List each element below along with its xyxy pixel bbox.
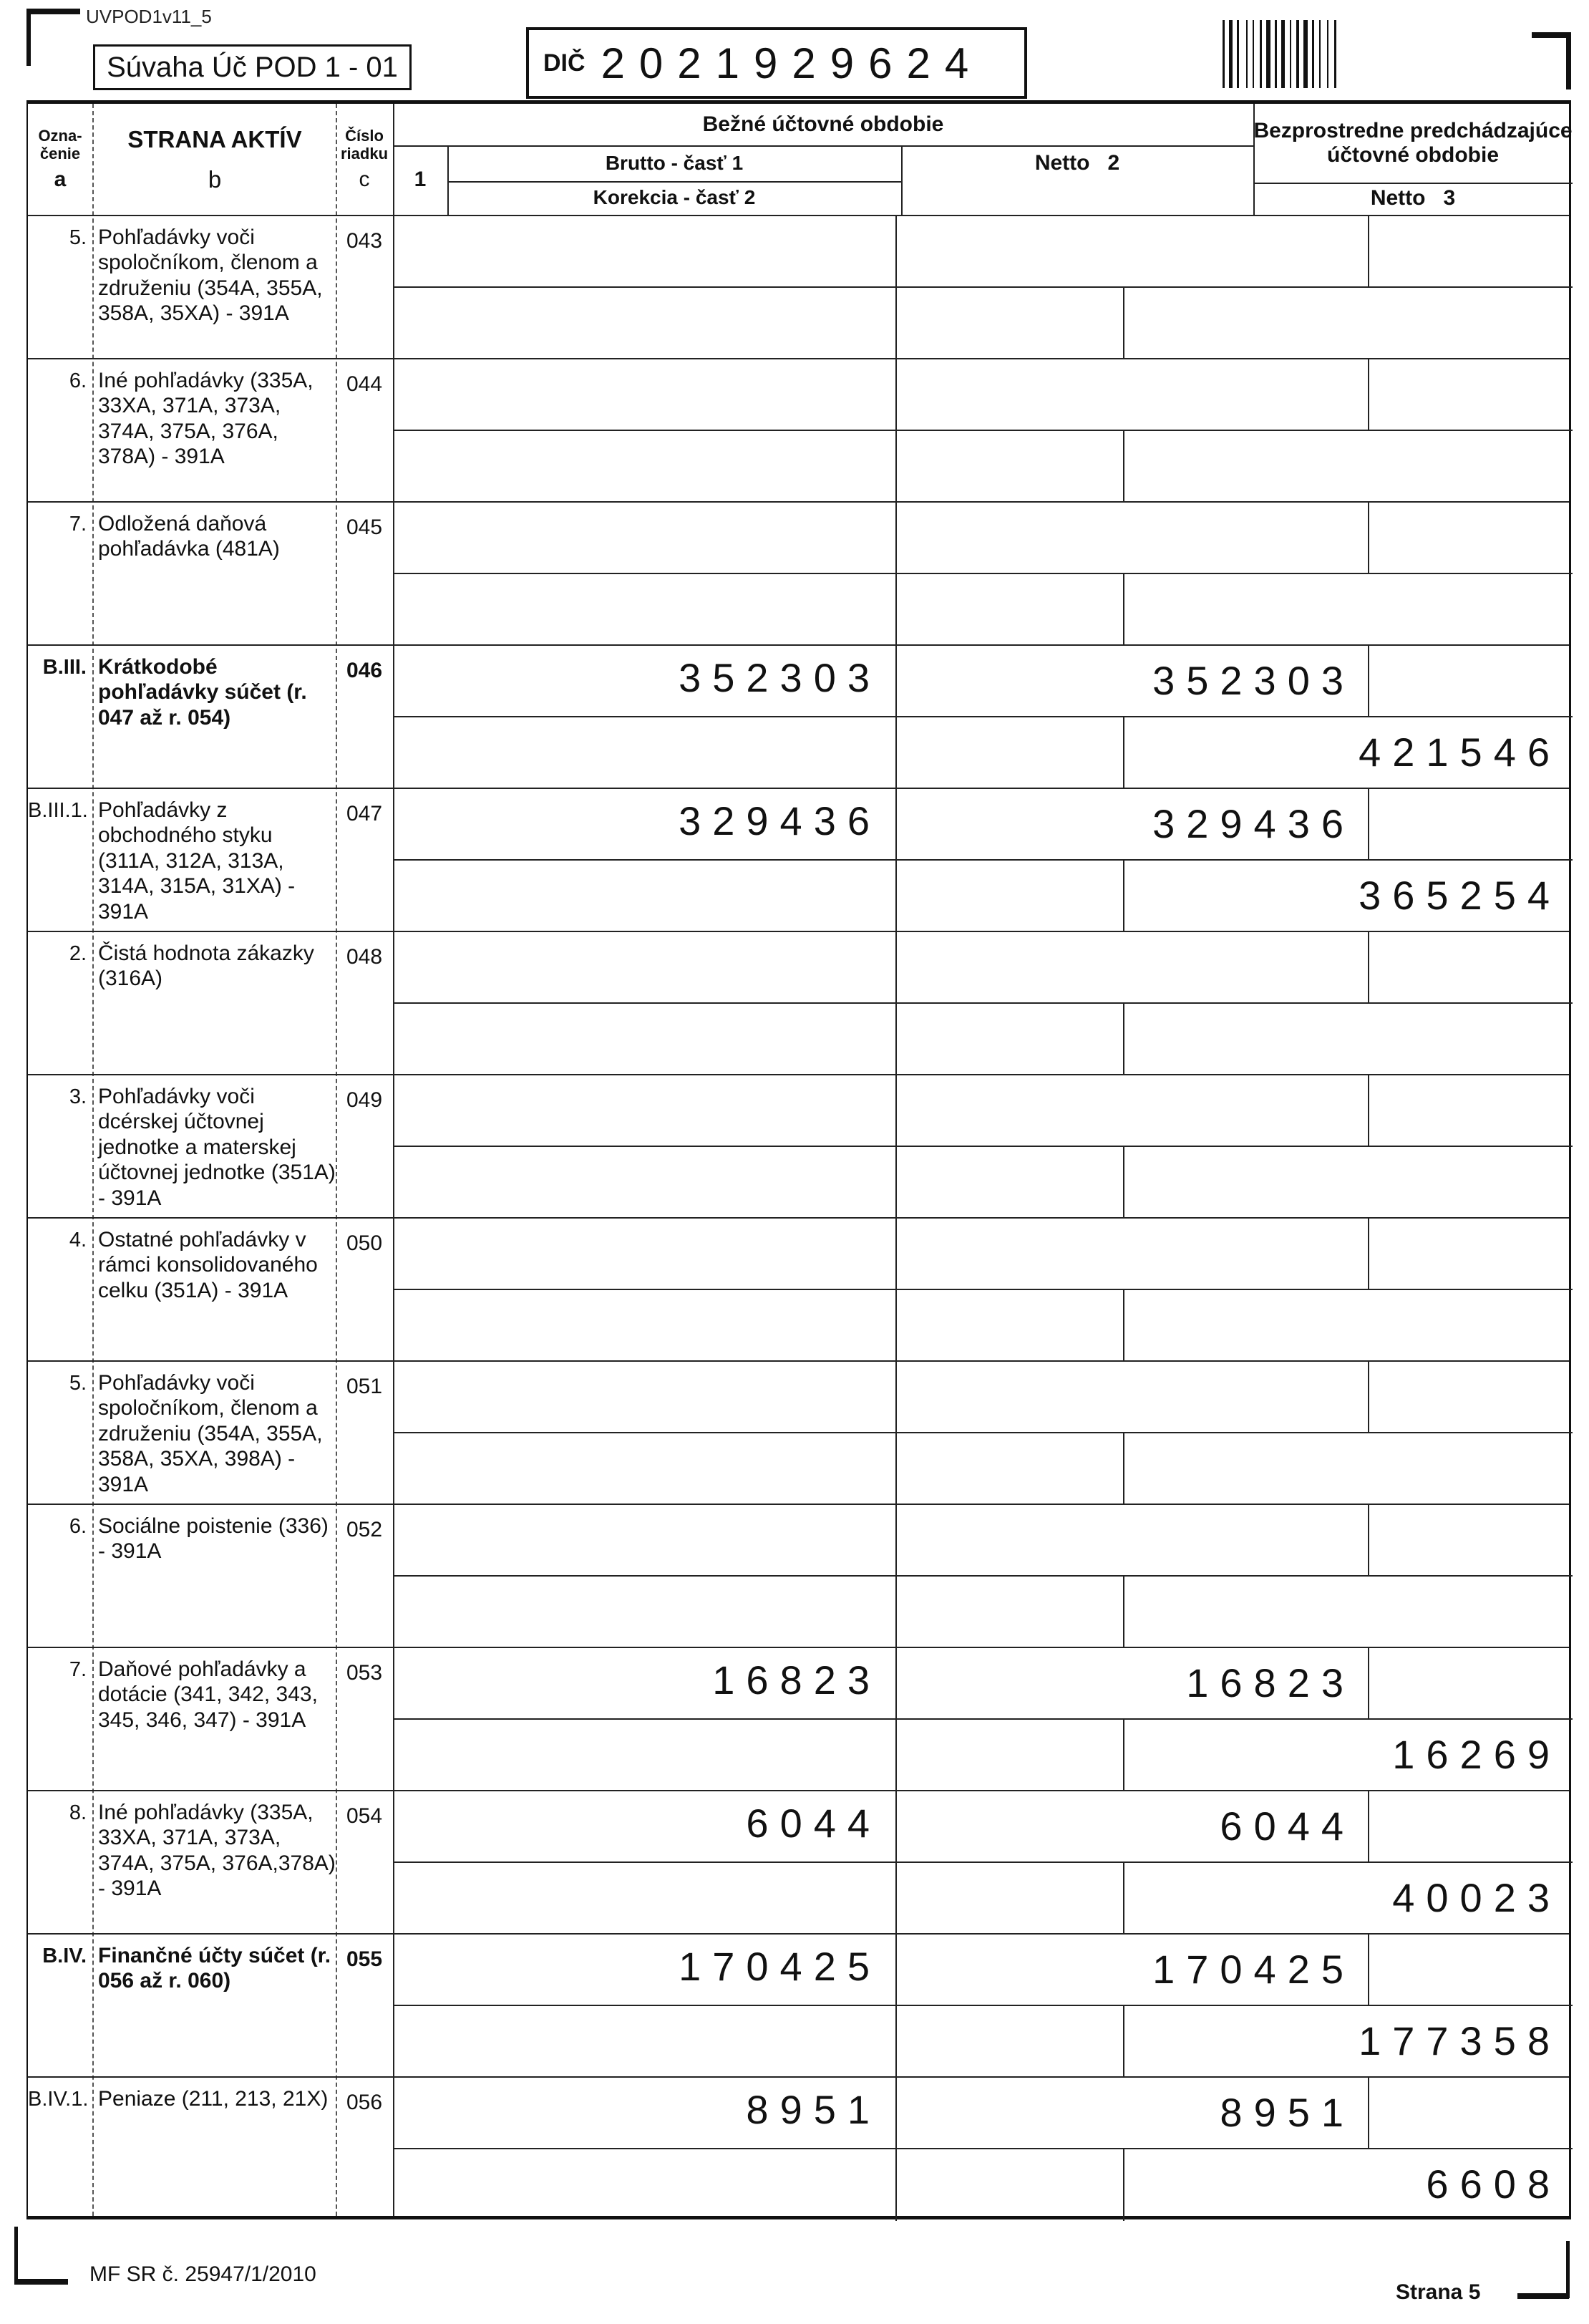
header-col-a xyxy=(28,104,92,215)
header-current-period: Bežné účtovné obdobie xyxy=(702,112,944,136)
row-label: Sociálne poistenie (336) - 391A xyxy=(98,1514,329,1564)
barcode xyxy=(1223,20,1474,88)
cell-divider xyxy=(393,573,1573,574)
row-line-number: 049 xyxy=(346,1088,383,1112)
cell-divider xyxy=(1123,1146,1124,1219)
header-divider xyxy=(901,145,903,215)
dic-box xyxy=(526,27,1027,99)
netto-value[interactable]: 16823 xyxy=(1186,1660,1355,1705)
ministry-reference: MF SR č. 25947/1/2010 xyxy=(89,2262,316,2286)
header-netto-3: Netto 3 xyxy=(1370,186,1456,210)
row-line-number: 044 xyxy=(346,372,383,396)
cell-divider xyxy=(895,503,897,646)
header-col-b xyxy=(94,104,336,215)
table-row xyxy=(28,501,1569,644)
row-mark: 3. xyxy=(69,1085,87,1108)
header-korekcia: Korekcia - časť 2 xyxy=(593,186,756,209)
row-label: Pohľadávky voči spoločníkom, členom a združeniu (354A, 355A, 358A, 35XA) - 391A xyxy=(98,226,323,326)
row-label: Odložená daňová pohľadávka (481A) xyxy=(98,512,280,561)
barcode-bar xyxy=(1291,20,1296,88)
row-label: Pohľadávky voči spoločníkom, členom a združeniu (354A, 355A, 358A, 35XA, 398A) - 391A xyxy=(98,1371,323,1496)
header-brutto: Brutto - časť 1 xyxy=(605,151,744,174)
barcode-bar xyxy=(1336,20,1341,88)
row-label: Ostatné pohľadávky v rámci konsolidovaného celku (351A) - 391A xyxy=(98,1228,318,1302)
barcode-bar xyxy=(1321,20,1327,88)
row-label: Pohľadávky z obchodného styku (311A, 312A, 313A, 314A, 315A, 31XA) - 391A xyxy=(98,798,296,924)
cell-divider xyxy=(393,1146,1573,1147)
corner-mark-top-right-h xyxy=(1532,32,1571,38)
row-line-number: 050 xyxy=(346,1231,383,1255)
cell-divider xyxy=(393,716,1573,717)
row-mark: 6. xyxy=(69,369,87,392)
brutto-value[interactable]: 329436 xyxy=(679,798,881,843)
cell-divider xyxy=(1368,1648,1369,1718)
row-line-number: 047 xyxy=(346,802,383,825)
header-col-b-title: STRANA AKTÍV xyxy=(127,125,302,152)
row-label: Krátkodobé pohľadávky súčet (r. 047 až r. 054) xyxy=(98,655,307,730)
row-line-number: 045 xyxy=(346,515,383,539)
row-mark: 7. xyxy=(69,513,87,536)
barcode-bar xyxy=(1254,20,1260,88)
table-row xyxy=(28,1504,1569,1647)
corner-mark-bottom-right-h xyxy=(1517,2293,1569,2299)
dic-value: 2021929624 xyxy=(601,39,983,87)
cell-divider xyxy=(895,216,897,359)
brutto-value[interactable]: 6044 xyxy=(746,1801,881,1846)
corner-mark-bottom-left xyxy=(14,2227,18,2284)
cell-divider xyxy=(895,1219,897,1362)
barcode-bar xyxy=(1328,20,1334,88)
barcode-bar xyxy=(1314,20,1319,88)
table-row xyxy=(28,644,1569,788)
netto-previous-value[interactable]: 421546 xyxy=(1359,730,1561,775)
cell-divider xyxy=(393,1002,1573,1004)
netto-value[interactable]: 8951 xyxy=(1220,2090,1355,2135)
form-title: Súvaha Úč POD 1 - 01 xyxy=(93,44,412,90)
header-netto-2: Netto 2 xyxy=(1034,150,1120,175)
cell-divider xyxy=(1368,932,1369,1002)
header-divider xyxy=(1253,104,1255,215)
cell-divider xyxy=(1123,430,1124,503)
cell-divider xyxy=(1368,1505,1369,1575)
header-divider xyxy=(447,145,449,215)
netto-previous-value[interactable]: 6608 xyxy=(1426,2161,1561,2207)
header-col-1: 1 xyxy=(414,168,427,192)
row-mark: 4. xyxy=(69,1229,87,1251)
cell-divider xyxy=(895,1075,897,1219)
header-divider xyxy=(447,181,901,183)
table-row xyxy=(28,1217,1569,1360)
header-divider xyxy=(393,104,394,215)
row-label: Iné pohľadávky (335A, 33XA, 371A, 373A, 374A, 375A, 376A,378A) - 391A xyxy=(98,1801,336,1901)
header-previous-period: Bezprostredne predchádzajúce účtovné obdobie xyxy=(1253,118,1573,167)
netto-value[interactable]: 329436 xyxy=(1152,801,1355,846)
header-divider xyxy=(1253,183,1573,184)
netto-previous-value[interactable]: 40023 xyxy=(1392,1875,1561,1920)
cell-divider xyxy=(1368,1791,1369,1861)
row-line-number: 054 xyxy=(346,1804,383,1828)
cell-divider xyxy=(1123,1002,1124,1075)
corner-mark-top-right xyxy=(1566,32,1571,89)
row-line-number: 051 xyxy=(346,1375,383,1398)
cell-divider xyxy=(895,359,897,503)
row-mark: 7. xyxy=(69,1658,87,1681)
cell-divider xyxy=(393,2148,1573,2149)
form-code: UVPOD1v11_5 xyxy=(86,6,212,27)
cell-divider xyxy=(1123,286,1124,359)
table-row xyxy=(28,2076,1569,2219)
cell-divider xyxy=(895,932,897,1075)
netto-value[interactable]: 352303 xyxy=(1152,658,1355,703)
row-line-number: 043 xyxy=(346,229,383,253)
cell-divider xyxy=(393,1861,1573,1863)
cell-divider xyxy=(1123,573,1124,646)
table-row xyxy=(28,358,1569,501)
cell-divider xyxy=(393,1575,1573,1577)
brutto-value[interactable]: 16823 xyxy=(712,1657,881,1703)
row-label: Iné pohľadávky (335A, 33XA, 371A, 373A, 374A, 375A, 376A, 378A) - 391A xyxy=(98,369,314,469)
row-mark: 6. xyxy=(69,1515,87,1538)
netto-value[interactable]: 170425 xyxy=(1152,1947,1355,1992)
table-row xyxy=(28,215,1569,358)
header-col-c-title: Číslo riadku xyxy=(340,126,389,163)
header-col-b-letter: b xyxy=(208,165,222,193)
cell-divider xyxy=(393,1289,1573,1290)
row-line-number: 055 xyxy=(346,1947,383,1971)
cell-divider xyxy=(393,2005,1573,2006)
row-mark: B.IV. xyxy=(42,1945,87,1967)
brutto-value[interactable]: 8951 xyxy=(746,2087,881,2132)
table-row xyxy=(28,931,1569,1074)
cell-divider xyxy=(1123,1289,1124,1362)
barcode-bar xyxy=(1239,20,1246,88)
cell-divider xyxy=(1368,1219,1369,1289)
table-row xyxy=(28,1647,1569,1790)
row-mark: B.III. xyxy=(42,656,87,679)
cell-divider xyxy=(393,859,1573,861)
header-col-c-letter: c xyxy=(359,167,370,191)
netto-value[interactable]: 6044 xyxy=(1220,1803,1355,1849)
cell-divider xyxy=(393,1718,1573,1720)
cell-divider xyxy=(393,286,1573,288)
corner-mark-bottom-right xyxy=(1566,2241,1570,2298)
row-label: Čistá hodnota zákazky (316A) xyxy=(98,941,314,991)
table-row xyxy=(28,1074,1569,1217)
row-line-number: 048 xyxy=(346,945,383,969)
header-col-c xyxy=(336,104,393,215)
cell-divider xyxy=(1368,359,1369,430)
cell-divider xyxy=(1368,1935,1369,2005)
cell-divider xyxy=(1123,1575,1124,1648)
row-line-number: 056 xyxy=(346,2091,383,2114)
cell-divider xyxy=(1368,216,1369,286)
row-mark: B.III.1. xyxy=(28,799,88,822)
row-label: Daňové pohľadávky a dotácie (341, 342, 343, 345, 346, 347) - 391A xyxy=(98,1657,318,1732)
row-line-number: 052 xyxy=(346,1518,383,1541)
barcode-bar xyxy=(1248,20,1253,88)
corner-mark-top-left xyxy=(26,9,31,66)
cell-divider xyxy=(393,430,1573,431)
cell-divider xyxy=(1368,1362,1369,1432)
netto-previous-value[interactable]: 365254 xyxy=(1359,873,1561,918)
row-line-number: 046 xyxy=(346,659,383,682)
cell-divider xyxy=(393,1432,1573,1433)
cell-divider xyxy=(1368,789,1369,859)
dic-label: DIČ xyxy=(543,49,585,77)
header-col-a-title: Ozna-čenie xyxy=(38,126,82,163)
cell-divider xyxy=(1368,646,1369,716)
cell-divider xyxy=(1368,1075,1369,1146)
row-mark: 5. xyxy=(69,226,87,249)
netto-previous-value[interactable]: 177358 xyxy=(1359,2018,1561,2063)
header-divider xyxy=(393,145,1253,147)
row-label: Finančné účty súčet (r. 056 až r. 060) xyxy=(98,1944,331,1993)
row-mark: 5. xyxy=(69,1372,87,1395)
corner-mark-top-left-h xyxy=(26,9,80,14)
cell-divider xyxy=(895,1505,897,1648)
table-row xyxy=(28,1933,1569,2076)
cell-divider xyxy=(1123,1432,1124,1505)
row-label: Peniaze (211, 213, 21X) xyxy=(98,2087,329,2111)
row-mark: 2. xyxy=(69,942,87,965)
barcode-bar xyxy=(1285,20,1290,88)
brutto-value[interactable]: 170425 xyxy=(679,1944,881,1989)
page-number: Strana 5 xyxy=(1396,2280,1481,2304)
corner-mark-bottom-left-h xyxy=(14,2279,68,2285)
table-row xyxy=(28,788,1569,931)
row-mark: 8. xyxy=(69,1801,87,1824)
table-row xyxy=(28,1790,1569,1933)
balance-sheet-table xyxy=(26,100,1571,2219)
netto-previous-value[interactable]: 16269 xyxy=(1392,1732,1561,1777)
table-row xyxy=(28,1360,1569,1504)
row-line-number: 053 xyxy=(346,1661,383,1685)
cell-divider xyxy=(1368,2078,1369,2148)
row-mark: B.IV.1. xyxy=(28,2088,89,2111)
row-label: Pohľadávky voči dcérskej účtovnej jednotke a materskej účtovnej jednotke (351A) - 391A xyxy=(98,1085,336,1210)
brutto-value[interactable]: 352303 xyxy=(679,655,881,700)
cell-divider xyxy=(895,1362,897,1505)
header-col-a-letter: a xyxy=(54,167,67,191)
cell-divider xyxy=(1368,503,1369,573)
